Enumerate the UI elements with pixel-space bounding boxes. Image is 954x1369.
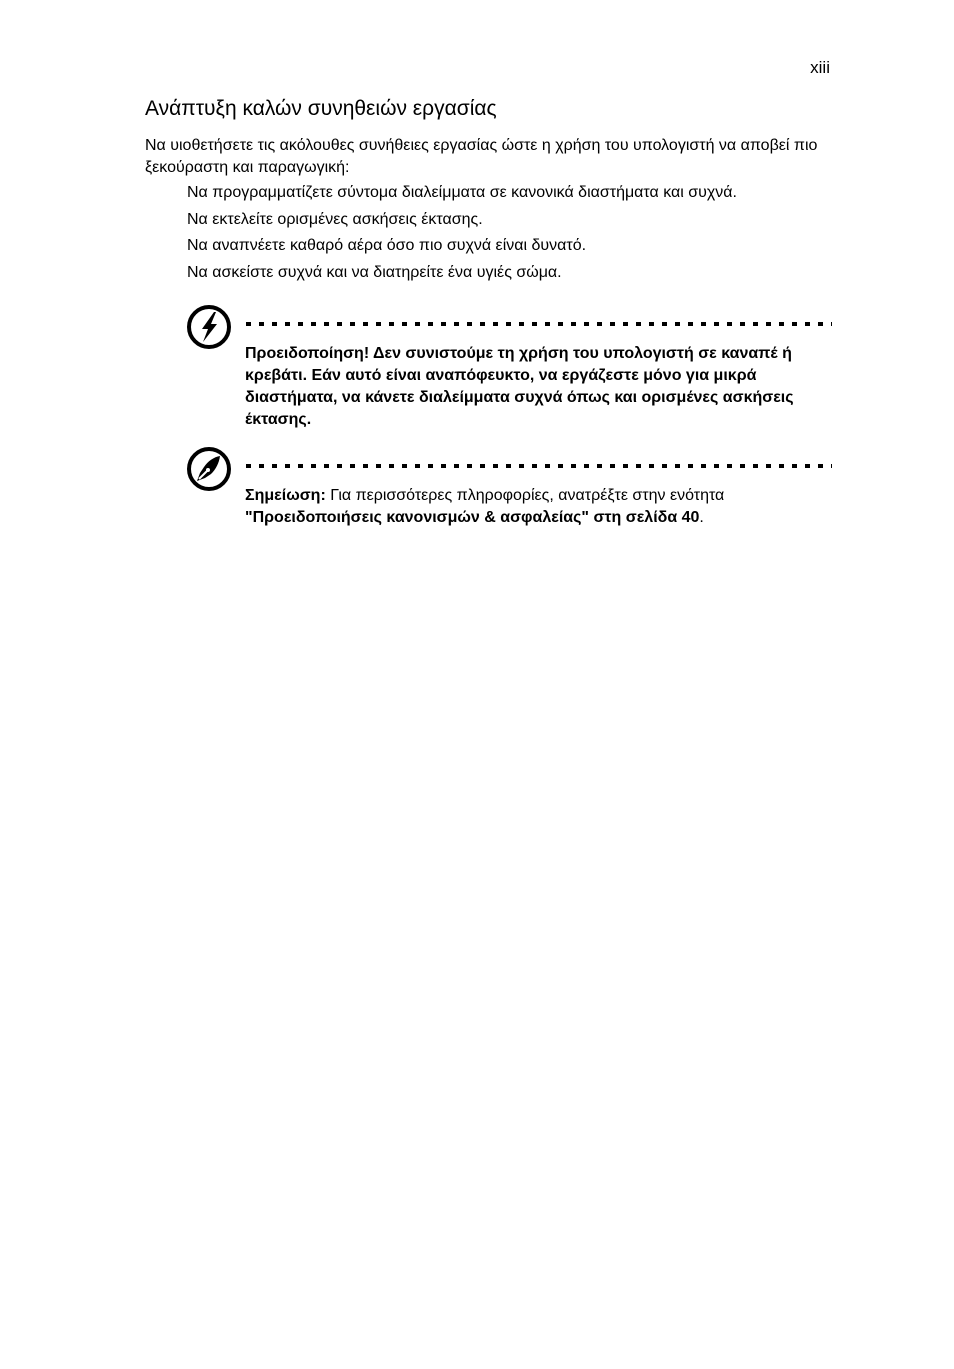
note-reference[interactable]: "Προειδοποιήσεις κανονισμών & ασφαλείας" στη σελίδα 40 [245,509,700,526]
dashed-divider [246,464,832,468]
dashed-divider [246,322,832,326]
section-title: Ανάπτυξη καλών συνηθειών εργασίας [145,97,497,120]
page-number: xiii [810,58,830,77]
list-item: Να προγραμματίζετε σύντομα διαλείμματα σε κανονικά διαστήματα και συχνά. [187,184,737,201]
habit-list [187,182,737,288]
warning-text [245,343,825,431]
list-item: Να εκτελείτε ορισμένες ασκήσεις έκτασης. [187,210,483,228]
note-text [245,485,825,529]
list-item: Να αναπνέετε καθαρό αέρα όσο πιο συχνά είναι δυνατό. [187,237,587,254]
lightning-warning-icon [186,304,232,350]
list-item: Να ασκείστε συχνά και να διατηρείτε ένα υγιές σώμα. [187,263,562,281]
note-label: Σημείωση: [245,487,326,504]
note-body: Για περισσότερες πληροφορίες, ανατρέξτε στην ενότητα [325,487,725,504]
warning-message: Προειδοποίηση! Δεν συνιστούμε τη χρήση του υπολογιστή σε καναπέ ή κρεβάτι. Εάν αυτό είναι αναπόφευκτο, να εργάζεστε μόνο για μικρά διαστήματα, να κάνετε διαλείμματα συχνά όπως και ορισμένες ασκήσεις έκτασης. [245,345,794,428]
pen-note-icon [186,446,232,492]
note-end: . [699,509,704,526]
intro-paragraph: Να υιοθετήσετε τις ακόλουθες συνήθειες εργασίας ώστε η χρήση του υπολογιστή να αποβεί πιο ξεκούραστη και παραγωγική: [145,137,818,176]
